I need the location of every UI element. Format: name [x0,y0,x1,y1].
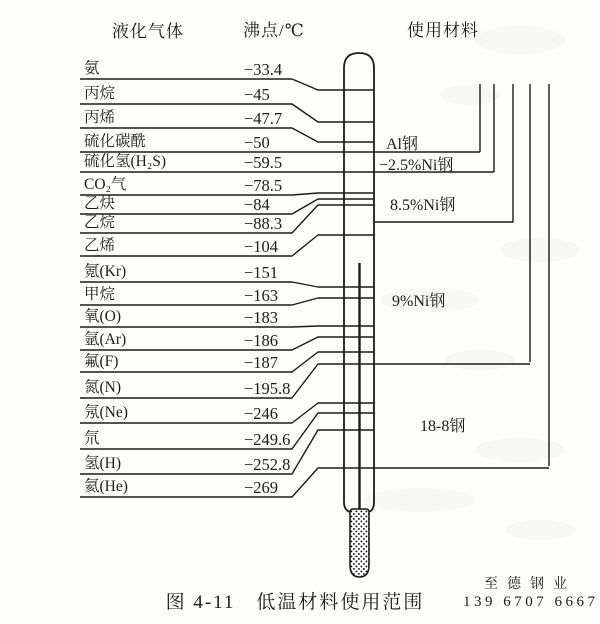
figure-caption: 图 4-11 低温材料使用范围 [165,592,425,613]
gas-label: 氮(N) [84,379,122,396]
gas-boiling-point: −249.6 [244,430,291,449]
watermark-company: 至德钢业 [484,577,576,592]
gas-boiling-point: −186 [244,331,279,350]
gas-label: 氘 [84,430,100,447]
label-9-ni-steel: 9%Ni钢 [392,293,446,310]
gas-label: 乙炔 [84,195,116,212]
label-2-5-ni-steel: −2.5%Ni钢 [379,157,454,174]
gas-label: 氖(Ne) [84,404,128,421]
gas-label: 氪(Kr) [84,263,127,280]
gas-label: 氦(He) [84,478,128,495]
gas-label: 氟(F) [84,353,119,370]
gas-label: 丙烯 [84,109,116,126]
gas-label: 丙烷 [84,85,116,102]
gas-label: 氨 [84,60,100,77]
gas-label: 氧(O) [84,308,122,325]
gas-label: 氩(Ar) [84,331,127,348]
header-boiling-point: 沸点/℃ [243,21,305,40]
header-material: 使用材料 [407,21,479,40]
gas-boiling-point: −252.8 [244,455,291,474]
gas-boiling-point: −187 [244,353,279,372]
gas-boiling-point: −246 [244,404,279,423]
gas-label: 硫化氢(H₂S) [84,153,167,170]
label-18-8-steel: 18-8钢 [420,418,466,435]
gas-boiling-point: −78.5 [244,176,283,195]
gas-label: 乙烷 [84,214,116,231]
gas-boiling-point: −88.3 [244,214,283,233]
gas-boiling-point: −59.5 [244,153,283,172]
label-8-5-ni-steel: 8.5%Ni钢 [390,197,456,214]
label-al-steel: Al钢 [386,136,419,153]
gas-label: 氢(H) [84,455,122,472]
gas-boiling-point: −195.8 [244,379,291,398]
gas-boiling-point: −33.4 [244,60,283,79]
gas-boiling-point: −151 [244,263,279,282]
gas-boiling-point: −163 [244,286,279,305]
thermometer-bulb [350,509,369,577]
gas-boiling-point: −104 [244,237,279,256]
gas-boiling-point: −45 [244,85,270,104]
gas-label: 甲烷 [84,286,116,303]
gas-label: 硫化碳酰 [84,133,147,150]
gas-boiling-point: −269 [244,478,279,497]
gas-boiling-point: −84 [244,195,270,214]
gas-boiling-point: −47.7 [244,109,283,128]
gas-label: CO₂气 [84,176,127,193]
gas-label: 乙烯 [84,237,116,254]
gas-boiling-point: −183 [244,308,279,327]
watermark-phone: 139 6707 6667 [463,594,599,610]
gas-boiling-point: −50 [244,133,270,152]
header-liquefied-gas: 液化气体 [112,22,184,41]
